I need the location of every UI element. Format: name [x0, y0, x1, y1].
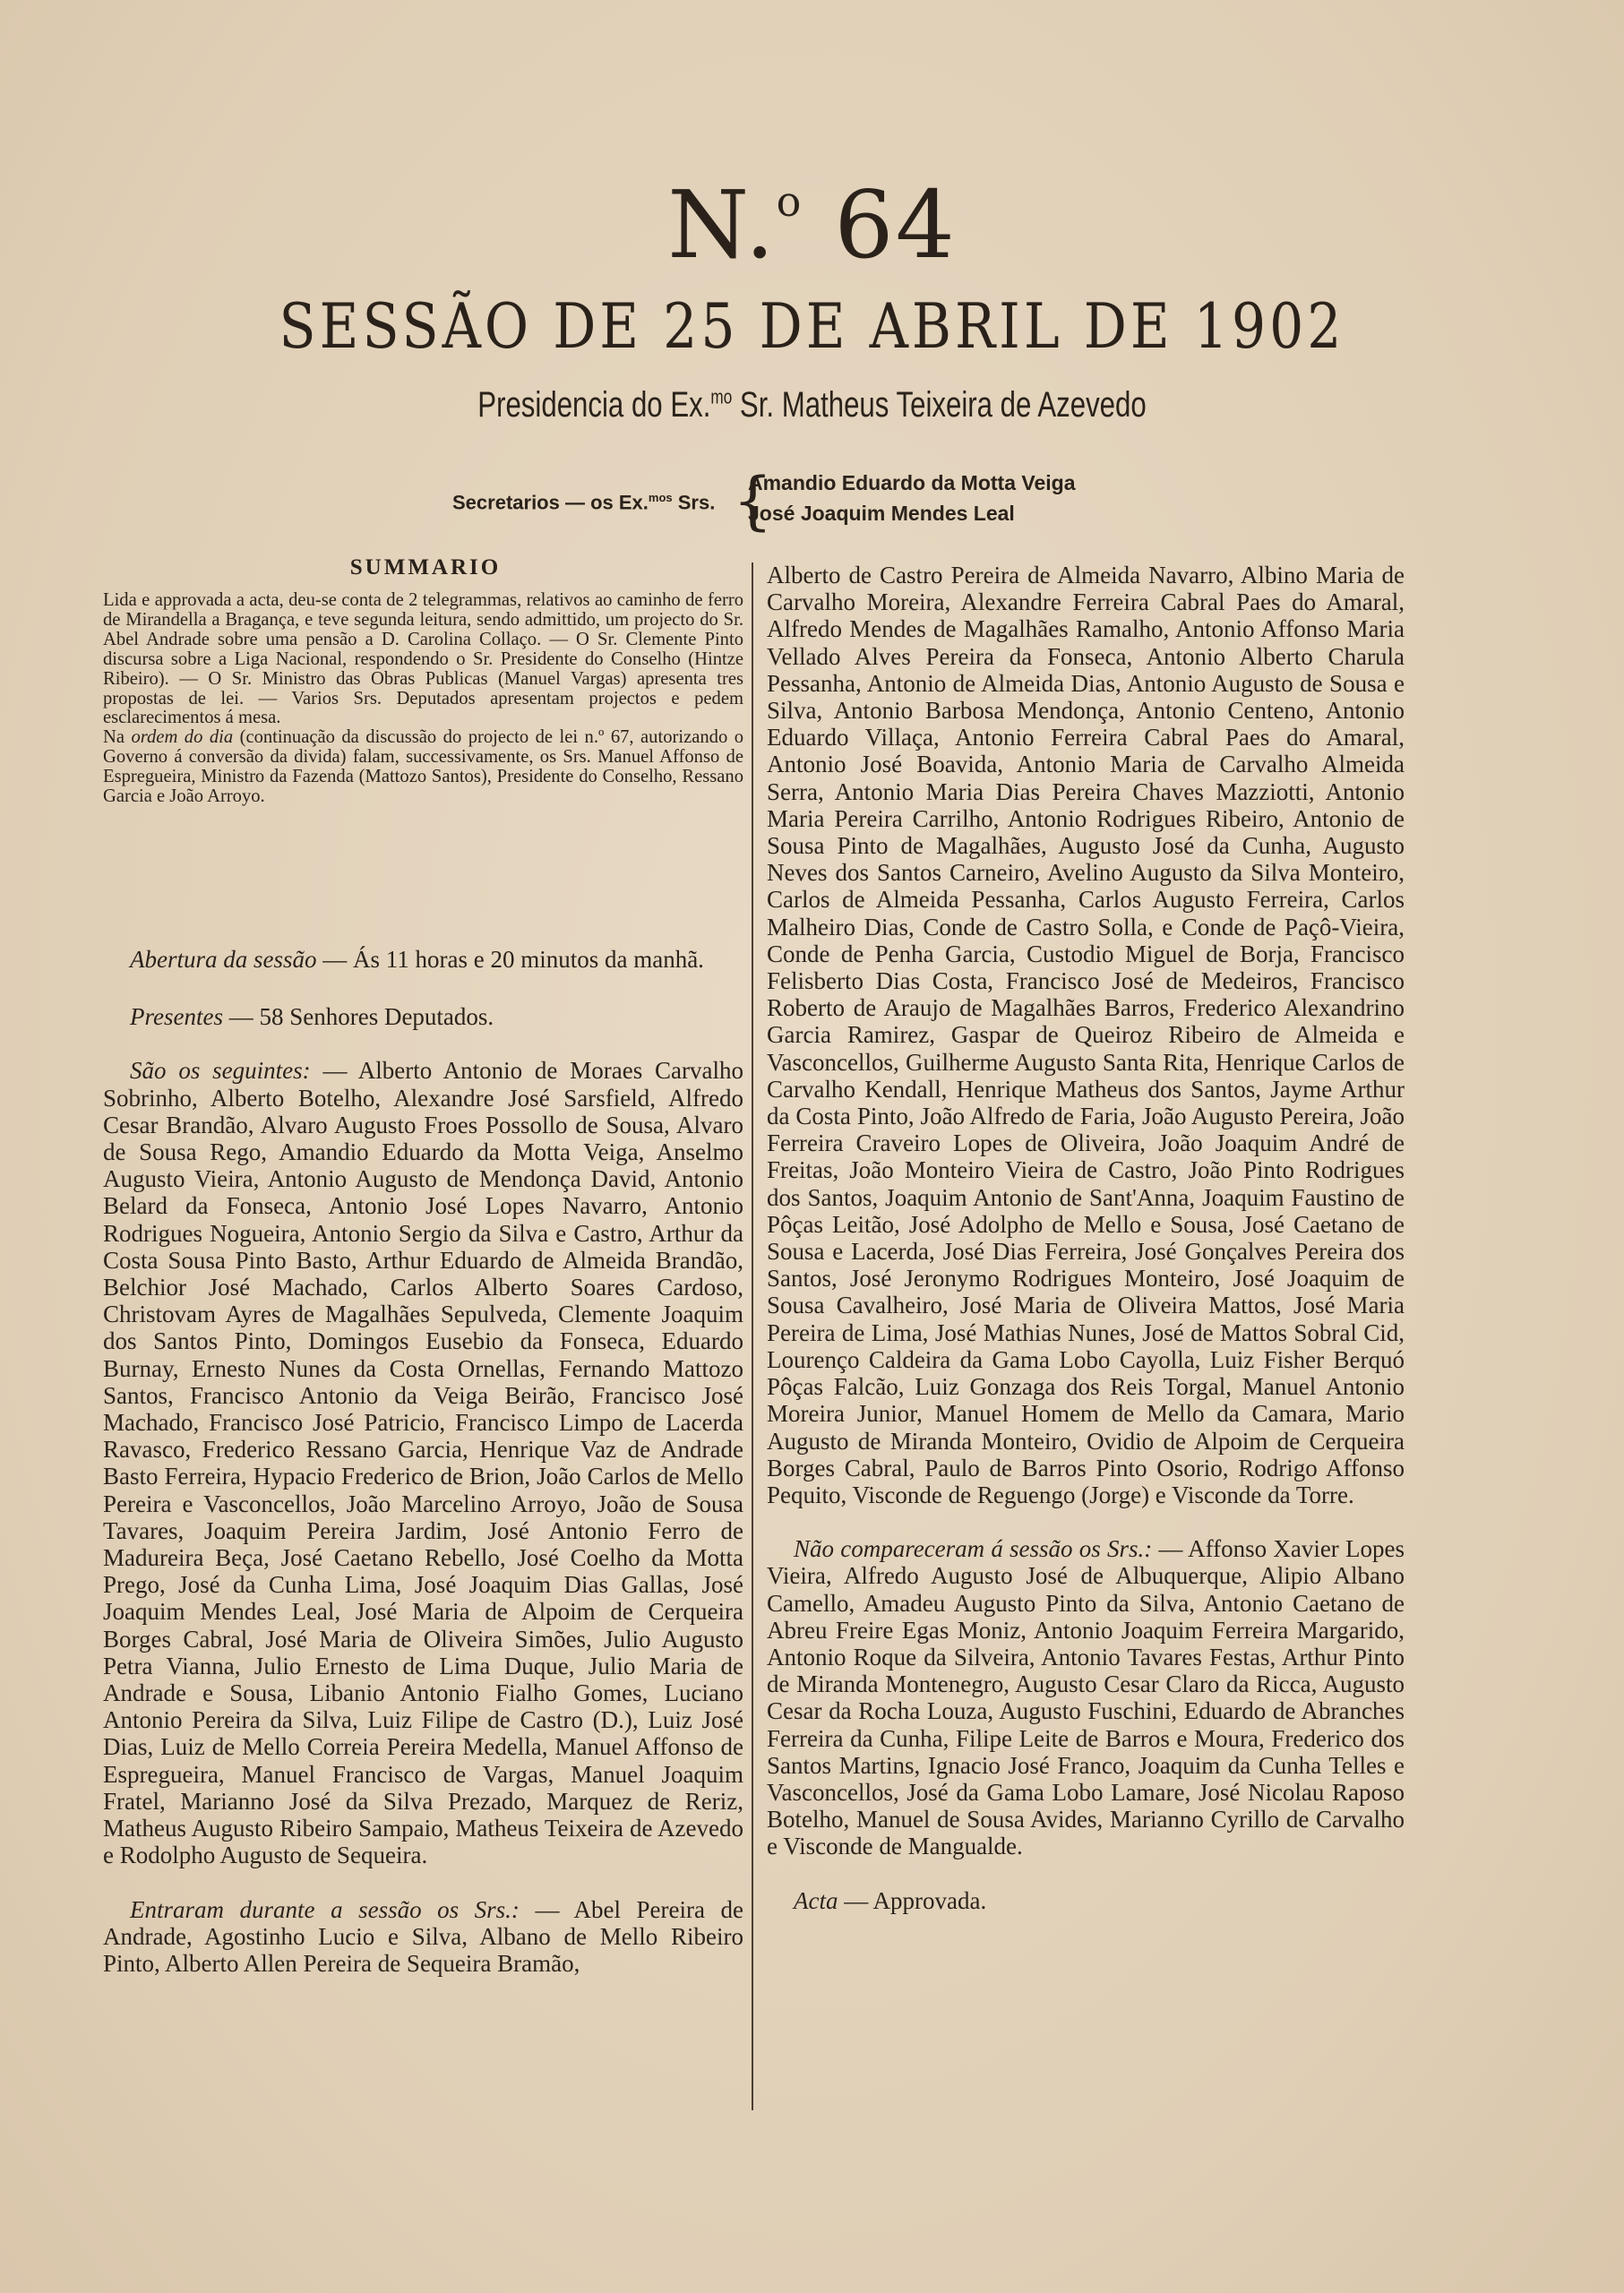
issue-number — [0, 170, 1624, 279]
secretaries-suffix: Srs. — [672, 491, 716, 514]
entered-continuation: Alberto de Castro Pereira de Almeida Navarro, Albino Maria de Carvalho Moreira, Alexandre Ferreira Cabral Paes do Amaral, Alfredo Mendes de Magalhães Ramalho, Antonio Affonso Maria Vellado Alves Pereira da Fonseca, Antonio Alberto Charula Pessanha, Antonio de Almeida Dias, Antonio Augusto de Sousa e Silva, Antonio Barbosa Mendonça, Antonio Centeno, Antonio Eduardo Villaça, Antonio Ferreira Cabral Paes do Amaral, Antonio José Boavida, Antonio Maria de Carvalho Almeida Serra, Antonio Maria Dias Pereira Chaves Mazziotti, Antonio Maria Pereira Carrilho, Antonio Rodrigues Ribeiro, Antonio de Sousa Pinto de Magalhães, Augusto José da Cunha, Augusto Neves dos Santos Carneiro, Avelino Augusto da Silva Monteiro, Carlos de Almeida Pessanha, Carlos Augusto Ferreira, Carlos Malheiro Dias, Conde de Castro Solla, e Conde de Paçô-Vieira, Conde de Penha Garcia, Custodio Miguel de Borja, Francisco Felisberto Dias Costa, Francisco José de Medeiros, Francisco Roberto de Araujo de Magalhães Barros, Frederico Alexandrino Garcia Ramirez, Gaspar de Queiroz Ribeiro de Almeida e Vasconcellos, Guilherme Augusto Santa Rita, Henrique Carlos de Carvalho Kendall, Henrique Matheus dos Santos, Jayme Arthur da Costa Pinto, João Alfredo de Faria, João Augusto Pereira, João Ferreira Craveiro Lopes de Oliveira, João Joaquim André de Freitas, João Monteiro Vieira de Castro, João Pinto Rodrigues dos Santos, Joaquim Antonio de Sant'Anna, Joaquim Faustino de Pôças Leitão, José Adolpho de Mello e Sousa, José Caetano de Sousa e Lacerda, José Dias Ferreira, José Gonçalves Pereira dos Santos, José Jeronymo Rodrigues Monteiro, José Joaquim de Sousa Cavalheiro, José Maria de Oliveira Mattos, José Maria Pereira de Lima, José Mathias Nunes, José de Mattos Sobral Cid, Lourenço Caldeira da Gama Lobo Cayolla, Luiz Fisher Berquó Pôças Falcão, Luiz Gonzaga dos Reis Torgal, Manuel Antonio Moreira Junior, Manuel Homem de Mello da Camara, Mario Augusto de Miranda Monteiro, Ovidio de Alpoim de Cerqueira Borges Cabral, Paulo de Barros Pinto Osorio, Rodrigo Affonso Pequito, Visconde de Reguengo (Jorge) e Visconde da Torre. — [767, 562, 1405, 1508]
entered-text: — Abel Pereira de Andrade, Agostinho Lucio e Silva, Albano de Mello Ribeiro Pinto, Alberto Allen Pereira de Sequeira Bramão, — [103, 1895, 743, 1977]
absent-label: Não compareceram á sessão os Srs.: — [794, 1535, 1153, 1563]
summary-p2-rest: (continuação da discussão do projecto de lei n.º 67, autorizando o Governo á conversão da divida) falam, successivamente, os Srs. Manuel Affonso de Espregueira, Ministro da Fazenda (Mattozo Santos), Presidente do Conselho, Ressano Garcia e João Arroyo. — [103, 727, 743, 807]
summary-text — [103, 591, 743, 807]
secretaries-label — [452, 491, 715, 514]
summary-paragraph-1: Lida e approvada a acta, deu-se conta de 2 telegrammas, relativos ao caminho de ferro de Mirandella a Bragança, e teve segunda leitura, sendo admittido, um projecto do Sr. Abel Andrade sobre uma pensão a D. Carolina Collaço. — O Sr. Clemente Pinto discursa sobre a Liga Nacional, respondendo o Sr. Presidente do Conselho (Hintze Ribeiro). — O Sr. Ministro das Obras Publicas (Manuel Vargas) apresenta tres propostas de lei. — Varios Srs. Deputados apresentam projectos e pedem esclarecimentos á mesa. — [103, 590, 743, 728]
summary-p2-prefix: Na — [103, 727, 132, 748]
following-label: São os seguintes: — [130, 1057, 311, 1085]
right-column-body — [767, 562, 1405, 1941]
entered-paragraph — [103, 1896, 743, 1978]
absent-text: — Affonso Xavier Lopes Vieira, Alfredo Augusto José de Albuquerque, Alipio Albano Camello, Amadeu Augusto Pinto da Silva, Antonio Caetano de Abreu Freire Egas Moniz, Antonio Joaquim Ferreira Margarido, Antonio Roque da Silveira, Antonio Tavares Festas, Arthur Pinto de Miranda Montenegro, Augusto Cesar Claro da Ricca, Augusto Cesar da Rocha Louza, Augusto Fuschini, Eduardo de Abranches Ferreira da Cunha, Filipe Leite de Barros e Moura, Frederico dos Santos Martins, Ignacio José Franco, Joaquim da Cunha Telles e Vasconcellos, José da Gama Lobo Lamare, José Nicolau Raposo Botelho, Manuel de Sousa Avides, Marianno Cyrillo de Carvalho e Visconde de Mangualde. — [767, 1535, 1405, 1860]
absent-paragraph — [767, 1535, 1405, 1859]
summary-p2-em: ordem do dia — [131, 727, 234, 748]
secretaries-label-text: Secretarios — os Ex. — [452, 491, 649, 514]
number-prefix: N. — [667, 170, 777, 279]
opening-paragraph — [103, 946, 743, 973]
brace-icon: { — [733, 464, 773, 537]
following-paragraph — [103, 1057, 743, 1868]
opening-label: Abertura da sessão — [130, 946, 317, 973]
acta-text: — Approvada. — [838, 1886, 987, 1914]
left-column-body — [103, 946, 743, 2004]
acta-paragraph — [767, 1887, 1405, 1914]
secretaries-block — [452, 464, 1169, 539]
secretaries-sup: mos — [648, 491, 673, 504]
summary-title: SUMMARIO — [349, 555, 502, 580]
presidency-sup: mo — [710, 385, 733, 408]
following-text: — Alberto Antonio de Moraes Carvalho Sobrinho, Alberto Botelho, Alexandre José Sarsfield, Alfredo Cesar Brandão, Alvaro Augusto Froes Possollo de Sousa, Alvaro de Sousa Rego, Amandio Eduardo da Motta Veiga, Anselmo Augusto Vieira, Antonio Augusto de Mendonça David, Antonio Belard da Fonseca, Antonio José Lopes Navarro, Antonio Rodrigues Nogueira, Antonio Sergio da Silva e Castro, Arthur da Costa Sousa Pinto Basto, Arthur Eduardo de Almeida Brandão, Belchior José Machado, Carlos Alberto Soares Cardoso, Christovam Ayres de Magalhães Sepulveda, Clemente Joaquim dos Santos Pinto, Domingos Eusebio da Fonseca, Eduardo Burnay, Ernesto Nunes da Costa Ornellas, Fernando Mattozo Santos, Francisco Antonio da Veiga Beirão, Francisco José Machado, Francisco José Patricio, Francisco Limpo de Lacerda Ravasco, Frederico Ressano Garcia, Henrique Vaz de Andrade Basto Ferreira, Hypacio Frederico de Brion, João Carlos de Mello Pereira e Vasconcellos, João Marcelino Arroyo, João de Sousa Tavares, Joaquim Pereira Jardim, José Antonio Ferro de Madureira Beça, José Caetano Rebello, José Coelho da Motta Prego, José da Cunha Lima, José Joaquim Dias Gallas, José Joaquim Mendes Leal, José Maria de Alpoim de Cerqueira Borges Cabral, José Maria de Oliveira Simões, Julio Augusto Petra Vianna, Julio Ernesto de Lima Duque, Julio Maria de Andrade e Sousa, Libanio Antonio Fialho Gomes, Luciano Antonio Pereira da Silva, Luiz Filipe de Castro (D.), Luiz José Dias, Luiz de Mello Correia Pereira Medella, Manuel Affonso de Espregueira, Manuel Francisco de Vargas, Manuel Joaquim Fratel, Marianno José da Silva Prezado, Marquez de Reriz, Matheus Augusto Ribeiro Sampaio, Matheus Teixeira de Azevedo e Rodolpho Augusto de Sequeira. — [103, 1057, 743, 1869]
summary-paragraph-2 — [103, 728, 743, 807]
secretary-2: José Joaquim Mendes Leal — [748, 502, 1015, 525]
number-sup: o — [776, 177, 803, 226]
acta-label: Acta — [794, 1886, 838, 1914]
secretaries-names — [748, 468, 1075, 528]
present-label: Presentes — [130, 1003, 223, 1031]
opening-text: — Ás 11 horas e 20 minutos da manhã. — [316, 946, 704, 973]
column-divider — [752, 563, 753, 2110]
presidency-name: Sr. Matheus Teixeira de Azevedo — [732, 385, 1147, 425]
present-paragraph — [103, 1003, 743, 1030]
secretary-1: Amandio Eduardo da Motta Veiga — [748, 471, 1076, 494]
presidency-line — [178, 385, 1445, 425]
number-value: 64 — [834, 170, 957, 279]
present-text: — 58 Senhores Deputados. — [222, 1003, 494, 1031]
entered-label: Entraram durante a sessão os Srs.: — [130, 1895, 520, 1923]
presidency-text: Presidencia do Ex. — [477, 385, 711, 425]
session-title: SESSÃO DE 25 DE ABRIL DE 1902 — [279, 290, 1345, 364]
